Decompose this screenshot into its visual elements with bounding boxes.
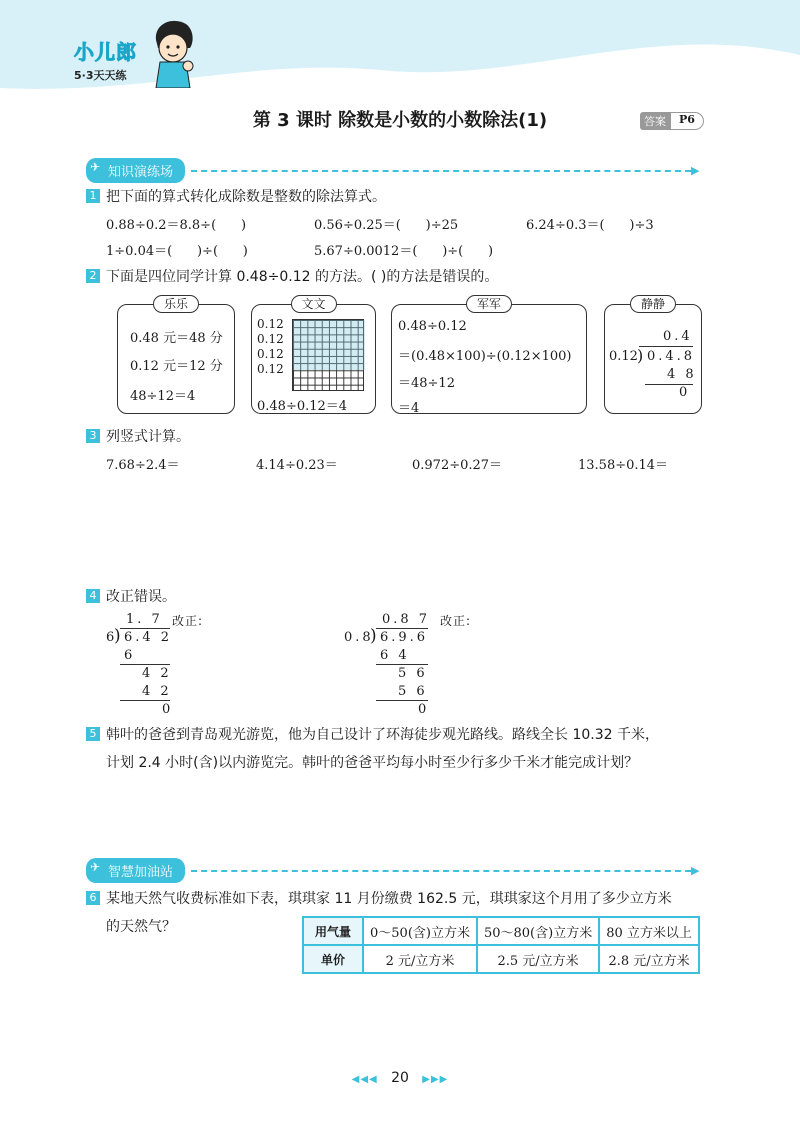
division-bracket: ) <box>370 626 380 646</box>
correction-label: 改正: <box>440 614 472 628</box>
q5-line-2: 计划 2.4 小时(含)以内游览完。韩叶的爸爸平均每小时至少行多少千米才能完成计划？ <box>106 755 639 771</box>
brand-series: 5·3天天练 <box>74 69 127 82</box>
arrow-right-icon: ▶ <box>691 864 700 877</box>
q3-text: 列竖式计算。 <box>106 429 190 445</box>
page-number: 20 <box>391 1070 409 1086</box>
grid-shading <box>293 320 365 370</box>
q1-eq-3: 6.24÷0.3＝( )÷3 <box>526 218 654 233</box>
table-cell: 2 元/立方米 <box>363 945 477 973</box>
grid-label: 0.12 <box>257 317 284 331</box>
division-bracket: ) <box>637 346 644 365</box>
division-bar <box>639 346 693 347</box>
div-a-step: 4 2 <box>142 666 172 681</box>
q1-eq-4: 1÷0.04＝( )÷( ) <box>106 244 248 259</box>
div-a-remainder: 0 <box>162 702 174 717</box>
answer-link[interactable] <box>640 112 704 130</box>
table-row <box>303 917 699 945</box>
div-a-divisor: 6 <box>106 630 118 645</box>
card-lele-line: 0.48 元＝48 分 <box>130 331 223 346</box>
row-header: 用气量 <box>303 917 363 945</box>
section-practice-label: ✈ 知识演练场 <box>86 158 185 183</box>
div-b-divisor: 0.8 <box>344 630 374 645</box>
grid-label: 0.12 <box>257 362 284 376</box>
brand-logo <box>74 36 137 83</box>
q3-eq-4: 13.58÷0.14＝ <box>578 458 669 473</box>
q1-eq-2: 0.56÷0.25＝( )÷25 <box>314 218 459 233</box>
answer-label: 答案 <box>640 112 670 130</box>
table-cell: 2.8 元/立方米 <box>599 945 699 973</box>
div-a-step: 6 <box>124 648 136 663</box>
hundred-grid <box>292 319 364 391</box>
grid-label: 0.12 <box>257 347 284 361</box>
q4-text: 改正错误。 <box>106 589 176 605</box>
card-wenwen <box>251 297 376 414</box>
q6-line-1: 某地天然气收费标准如下表，琪琪家 11 月份缴费 162.5 元，琪琪家这个月用了多少立方米 <box>106 891 672 907</box>
jingjing-subtract: 4 8 <box>667 367 697 382</box>
divider <box>191 170 691 172</box>
card-junjun-line: 0.48÷0.12 <box>398 319 467 334</box>
div-b-step: 5 6 <box>398 666 428 681</box>
answer-page: P6 <box>670 112 704 130</box>
prev-arrows-icon: ◀◀◀ <box>351 1074 378 1085</box>
division-bar <box>120 628 170 629</box>
gas-price-table <box>302 916 700 974</box>
long-division-a <box>106 612 236 716</box>
div-a-quotient: 1. 7 <box>126 612 163 627</box>
section-practice-header <box>86 158 699 183</box>
table-cell: 80 立方米以上 <box>599 917 699 945</box>
question-number: 6 <box>86 891 100 905</box>
card-lele-line: 0.12 元＝12 分 <box>130 359 223 374</box>
table-cell: 50～80(含)立方米 <box>477 917 599 945</box>
card-wenwen-name: 文文 <box>290 295 336 313</box>
table-cell: 2.5 元/立方米 <box>477 945 599 973</box>
div-a-dividend: 6.4 2 <box>124 630 173 645</box>
division-bar <box>376 628 428 629</box>
div-a-step: 4 2 <box>142 684 172 699</box>
div-b-quotient: 0.8 7 <box>382 612 431 627</box>
row-header: 单价 <box>303 945 363 973</box>
q3-eq-2: 4.14÷0.23＝ <box>256 458 338 473</box>
card-jingjing <box>604 297 702 414</box>
question-number: 2 <box>86 269 100 283</box>
card-junjun-line: ＝4 <box>398 401 420 416</box>
question-number: 3 <box>86 429 100 443</box>
card-junjun-line: ＝48÷12 <box>398 376 455 391</box>
correction-label: 改正: <box>172 614 204 628</box>
div-b-step: 5 6 <box>398 684 428 699</box>
div-b-step: 6 4 <box>380 648 410 663</box>
section-wisdom-header <box>86 858 699 883</box>
jingjing-quotient: 0.4 <box>663 329 693 344</box>
subtraction-line <box>376 700 428 701</box>
subtraction-line <box>120 664 170 665</box>
q6-line-2: 的天然气？ <box>106 919 176 935</box>
section-wisdom-label: ✈ 智慧加油站 <box>86 858 185 883</box>
jingjing-divisor: 0.12 <box>609 349 638 364</box>
subtraction-line <box>376 664 428 665</box>
div-b-dividend: 6.9.6 <box>380 630 429 645</box>
q1-eq-1: 0.88÷0.2＝8.8÷( ) <box>106 218 247 233</box>
grid-label: 0.12 <box>257 332 284 346</box>
table-cell: 0～50(含)立方米 <box>363 917 477 945</box>
next-arrows-icon: ▶▶▶ <box>422 1074 449 1085</box>
q3-eq-1: 7.68÷2.4＝ <box>106 458 180 473</box>
jingjing-remainder: 0 <box>679 385 688 400</box>
q3-eq-3: 0.972÷0.27＝ <box>412 458 503 473</box>
arrow-right-icon: ▶ <box>691 164 700 177</box>
subtraction-line <box>120 700 170 701</box>
q2-text: 下面是四位同学计算 0.48÷0.12 的方法。( )的方法是错误的。 <box>106 269 499 285</box>
lesson-title: 第 3 课时 除数是小数的小数除法(1) <box>252 110 548 131</box>
card-lele-line: 48÷12＝4 <box>130 389 196 404</box>
q1-text: 把下面的算式转化成除数是整数的除法算式。 <box>106 189 386 205</box>
division-bracket: ) <box>114 626 124 646</box>
divider <box>191 870 691 872</box>
card-junjun-line: ＝(0.48×100)÷(0.12×100) <box>398 349 572 364</box>
long-division-b <box>344 612 484 716</box>
card-junjun <box>391 297 587 416</box>
question-number: 1 <box>86 189 100 203</box>
page-footer <box>0 1070 800 1086</box>
card-junjun-name: 军军 <box>466 295 512 313</box>
jingjing-dividend: 0.4.8 <box>647 349 696 364</box>
q1-eq-5: 5.67÷0.0012＝( )÷( ) <box>314 244 494 259</box>
card-lele-name: 乐乐 <box>153 295 199 313</box>
q5-line-1: 韩叶的爸爸到青岛观光游览，他为自己设计了环海徒步观光路线。路线全长 10.32 千米， <box>106 727 659 743</box>
div-b-remainder: 0 <box>418 702 430 717</box>
card-lele <box>117 297 235 414</box>
card-jingjing-name: 静静 <box>630 295 676 313</box>
question-number: 4 <box>86 589 100 603</box>
boy-mascot-icon <box>150 18 196 88</box>
table-row <box>303 945 699 973</box>
card-wenwen-result: 0.48÷0.12＝4 <box>257 399 348 414</box>
question-number: 5 <box>86 727 100 741</box>
brand-name: 小儿郎 <box>74 40 137 64</box>
